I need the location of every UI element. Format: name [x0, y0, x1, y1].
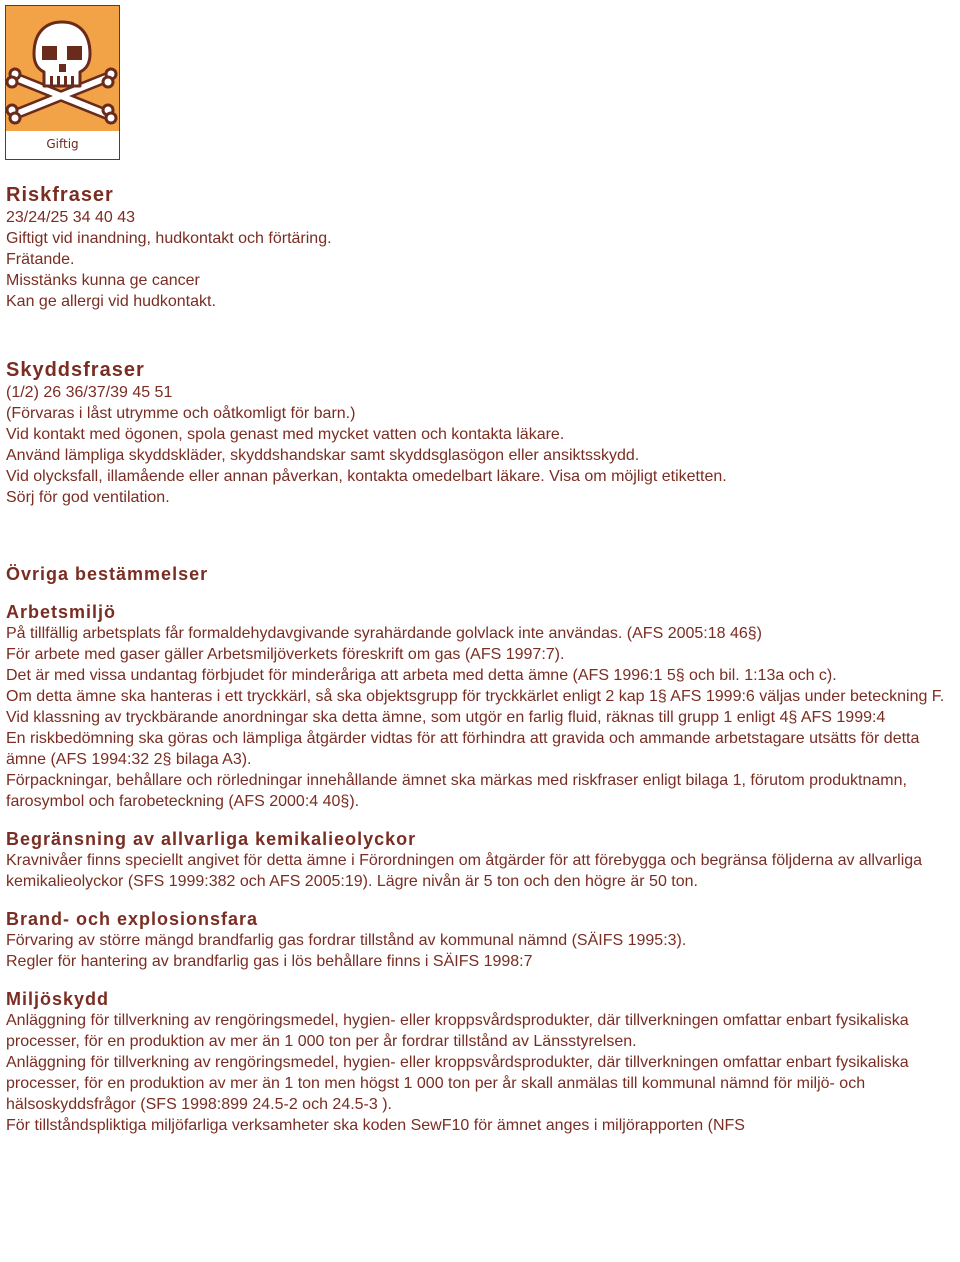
heading-riskfraser: Riskfraser	[6, 184, 114, 206]
section-skyddsfraser	[6, 358, 956, 508]
safety-line: Sörj för god ventilation.	[6, 489, 170, 506]
arbetsmiljo-paragraph: Vid klassning av tryckbärande anordningar ska detta ämne, som utgör en farlig fluid, räknas till grupp 1 enligt 4§ AFS 1999:4	[6, 709, 886, 726]
skull-and-crossbones-icon	[6, 6, 119, 131]
miljoskydd-paragraph: För tillståndspliktiga miljöfarliga verksamheter ska koden SewF10 för ämnet anges i miljörapporten (NFS	[6, 1117, 745, 1134]
safety-line: Använd lämpliga skyddskläder, skyddshandskar samt skyddsglasögon eller ansiktsskydd.	[6, 447, 640, 464]
miljoskydd-paragraph: Anläggning för tillverkning av rengöringsmedel, hygien- eller kroppsvårdsprodukter, där tillverkningen omfattar enbart fysikaliska processer, för en produktion av mer än 1 ton men högst 1 000 ton per år skall anmälas till kommunal nämnd för miljö- och hälsoskyddsfrågor (SFS 1998:899 24.5-2 och 24.5-3 ).	[6, 1054, 909, 1113]
heading-brand-explosionsfara: Brand- och explosionsfara	[6, 909, 259, 929]
heading-begransning: Begränsning av allvarliga kemikalieolyckor	[6, 829, 417, 849]
risk-line: Frätande.	[6, 251, 75, 268]
arbetsmiljo-paragraph: På tillfällig arbetsplats får formaldehydavgivande syrahärdande golvlack inte användas. (AFS 2005:18 46§)	[6, 625, 762, 642]
risk-line: Kan ge allergi vid hudkontakt.	[6, 293, 216, 310]
begransning-paragraph: Kravnivåer finns speciellt angivet för detta ämne i Förordningen om åtgärder för att förebygga och begränsa följderna av allvarliga kemikalieolyckor (SFS 1999:382 och AFS 2005:19). Lägre nivån är 5 ton och den högre är 50 ton.	[6, 852, 923, 890]
document-body	[6, 183, 956, 1136]
hazard-symbol-label: Giftig	[46, 137, 79, 151]
miljoskydd-paragraph: Anläggning för tillverkning av rengöringsmedel, hygien- eller kroppsvårdsprodukter, där tillverkningen omfattar enbart fysikaliska processer, för en produktion av mer än 1 000 ton per år fordrar tillstånd av Länsstyrelsen.	[6, 1012, 909, 1050]
section-miljoskydd	[6, 988, 956, 1136]
safety-codes: (1/2) 26 36/37/39 45 51	[6, 384, 173, 401]
arbetsmiljo-paragraph: För arbete med gaser gäller Arbetsmiljöverkets föreskrift om gas (AFS 1997:7).	[6, 646, 565, 663]
section-arbetsmiljo	[6, 601, 956, 812]
arbetsmiljo-paragraph: Förpackningar, behållare och rörledningar innehållande ämnet ska märkas med riskfraser enligt bilaga 1, förutom produktnamn, farosymbol och farobeteckning (AFS 2000:4 40§).	[6, 772, 907, 810]
heading-arbetsmiljo: Arbetsmiljö	[6, 602, 117, 622]
brand-paragraph: Förvaring av större mängd brandfarlig gas fordrar tillstånd av kommunal nämnd (SÄIFS 1995:3).	[6, 932, 687, 949]
arbetsmiljo-paragraph: Om detta ämne ska hanteras i ett tryckkärl, så ska objektsgrupp för tryckkärlet enligt 2 kap 1§ AFS 1999:6 väljas under beteckning F.	[6, 688, 945, 705]
brand-paragraph: Regler för hantering av brandfarlig gas i lös behållare finns i SÄIFS 1998:7	[6, 953, 533, 970]
section-riskfraser	[6, 183, 956, 312]
hazard-symbol-background	[6, 6, 119, 131]
arbetsmiljo-paragraph: Det är med vissa undantag förbjudet för minderåriga att arbeta med detta ämne (AFS 1996:1 5§ och bil. 1:13a och c).	[6, 667, 837, 684]
hazard-symbol	[5, 5, 120, 160]
section-begransning	[6, 828, 956, 892]
heading-miljoskydd: Miljöskydd	[6, 989, 110, 1009]
heading-skyddsfraser: Skyddsfraser	[6, 359, 145, 381]
arbetsmiljo-paragraph: En riskbedömning ska göras och lämpliga åtgärder vidtas för att förhindra att gravida och ammande arbetstagare utsätts för detta ämne (AFS 1994:32 2§ bilaga A3).	[6, 730, 920, 768]
safety-line: (Förvaras i låst utrymme och oåtkomligt för barn.)	[6, 405, 356, 422]
risk-line: Giftigt vid inandning, hudkontakt och förtäring.	[6, 230, 332, 247]
safety-line: Vid kontakt med ögonen, spola genast med mycket vatten och kontakta läkare.	[6, 426, 565, 443]
risk-codes: 23/24/25 34 40 43	[6, 209, 136, 226]
heading-ovriga-bestammelser: Övriga bestämmelser	[6, 564, 209, 584]
risk-line: Misstänks kunna ge cancer	[6, 272, 200, 289]
safety-line: Vid olycksfall, illamående eller annan påverkan, kontakta omedelbart läkare. Visa om möjligt etiketten.	[6, 468, 727, 485]
section-brand-explosionsfara	[6, 908, 956, 972]
